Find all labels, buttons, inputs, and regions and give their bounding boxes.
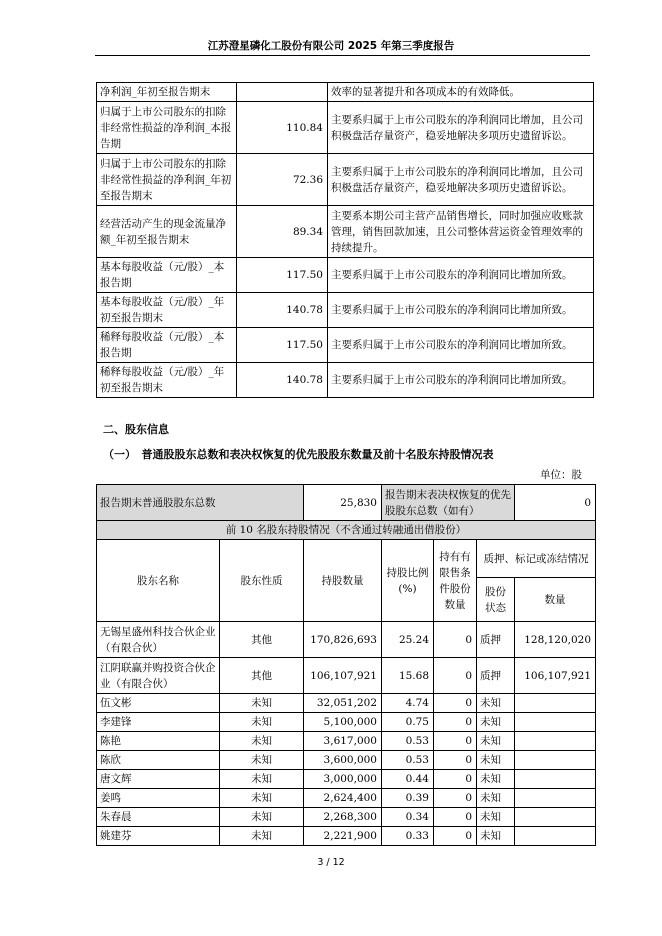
- column-header-ratio: 持股比例(%): [382, 540, 434, 622]
- table-row: [97, 808, 596, 827]
- shareholder-pledge-status: 未知: [477, 827, 515, 846]
- header-row: [97, 540, 596, 578]
- shareholder-pledge-amount: [515, 789, 596, 808]
- shareholder-ratio: 0.39: [382, 789, 434, 808]
- column-header-shares: 持股数量: [304, 540, 382, 622]
- shareholder-ratio: 4.74: [382, 694, 434, 713]
- shareholder-ratio: 25.24: [382, 622, 434, 658]
- column-header-pledge-status: 股份状态: [477, 578, 515, 622]
- shareholder-name: 姜鸣: [97, 789, 220, 808]
- column-header-pledge-amount: 数量: [515, 578, 596, 622]
- column-header-pledge-group: 质押、标记或冻结情况: [477, 540, 596, 578]
- preferred-holders-value: 0: [515, 485, 596, 521]
- top10-caption: 前 10 名股东持股情况（不含通过转融通出借股份）: [97, 521, 596, 540]
- shareholder-name: 陈艳: [97, 732, 220, 751]
- shareholder-nature: 未知: [220, 789, 304, 808]
- shareholder-name: 李建锋: [97, 713, 220, 732]
- shareholder-shares: 3,000,000: [304, 770, 382, 789]
- indicator-item: 基本每股收益（元/股）_本报告期: [97, 258, 237, 293]
- indicator-change-reason: 主要系归属于上市公司股东的净利润同比增加所致。: [328, 293, 594, 328]
- summary-row: [97, 485, 596, 521]
- indicator-change-value: 110.84: [237, 102, 328, 154]
- page-number: 3 / 12: [317, 857, 345, 868]
- financial-indicator-change-table: [96, 82, 594, 398]
- table-row: [97, 258, 594, 293]
- subsection-heading: （一） 普通股股东总数和表决权恢复的优先股股东数量及前十名股东持股情况表: [103, 448, 494, 461]
- table-row: [97, 83, 594, 102]
- shareholder-shares: 106,107,921: [304, 658, 382, 694]
- shareholder-name: 江阴联赢并购投资合伙企业（有限合伙）: [97, 658, 220, 694]
- indicator-item: 归属于上市公司股东的扣除非经常性损益的净利润_年初至报告期末: [97, 154, 237, 206]
- indicator-change-reason: 效率的显著提升和各项成本的有效降低。: [328, 83, 594, 102]
- shareholder-shares: 5,100,000: [304, 713, 382, 732]
- shareholder-restricted: 0: [434, 694, 477, 713]
- indicator-change-value: 117.50: [237, 258, 328, 293]
- shareholder-pledge-status: 未知: [477, 751, 515, 770]
- preferred-holders-label: 报告期末表决权恢复的优先股股东总数（如有）: [382, 485, 515, 521]
- shareholder-nature: 其他: [220, 622, 304, 658]
- table-row: [97, 658, 596, 694]
- shareholder-name: 伍文彬: [97, 694, 220, 713]
- common-holders-value: 25,830: [304, 485, 382, 521]
- indicator-change-value: 140.78: [237, 293, 328, 328]
- table-row: [97, 328, 594, 363]
- shareholder-restricted: 0: [434, 732, 477, 751]
- report-header-title: 江苏澄星磷化工股份有限公司 2025 年第三季度报告: [207, 40, 455, 52]
- indicator-item: 基本每股收益（元/股）_年初至报告期末: [97, 293, 237, 328]
- shareholder-shares: 3,617,000: [304, 732, 382, 751]
- shareholder-restricted: 0: [434, 751, 477, 770]
- shareholder-pledge-status: 未知: [477, 694, 515, 713]
- shareholder-nature: 未知: [220, 694, 304, 713]
- shareholder-pledge-status: 质押: [477, 622, 515, 658]
- shareholder-name: 姚建芬: [97, 827, 220, 846]
- shareholder-restricted: 0: [434, 808, 477, 827]
- shareholder-nature: 未知: [220, 713, 304, 732]
- shareholder-pledge-amount: [515, 770, 596, 789]
- table-row: [97, 732, 596, 751]
- table-row: [97, 102, 594, 154]
- shareholder-shares: 3,600,000: [304, 751, 382, 770]
- indicator-change-reason: 主要系归属于上市公司股东的净利润同比增加，且公司积极盘活存量资产，稳妥地解决多项历史遗留诉讼。: [328, 102, 594, 154]
- indicator-change-value: [237, 83, 328, 102]
- column-header-restricted: 持有有限售条件股份数量: [434, 540, 477, 622]
- indicator-item: 净利润_年初至报告期末: [97, 83, 237, 102]
- shareholder-pledge-status: 未知: [477, 732, 515, 751]
- shareholder-pledge-amount: [515, 694, 596, 713]
- shareholder-pledge-amount: [515, 732, 596, 751]
- shareholder-nature: 未知: [220, 732, 304, 751]
- table-row: [97, 789, 596, 808]
- shareholder-pledge-status: 未知: [477, 770, 515, 789]
- indicator-change-value: 89.34: [237, 206, 328, 258]
- caption-row: [97, 521, 596, 540]
- indicator-item: 归属于上市公司股东的扣除非经常性损益的净利润_本报告期: [97, 102, 237, 154]
- shareholder-nature: 其他: [220, 658, 304, 694]
- indicator-change-reason: 主要系归属于上市公司股东的净利润同比增加所致。: [328, 258, 594, 293]
- shareholder-pledge-status: 未知: [477, 808, 515, 827]
- table-row: [97, 206, 594, 258]
- shareholder-name: 唐文辉: [97, 770, 220, 789]
- shareholder-pledge-status: 质押: [477, 658, 515, 694]
- indicator-item: 稀释每股收益（元/股）_年初至报告期末: [97, 363, 237, 398]
- table-row: [97, 293, 594, 328]
- shareholder-pledge-amount: [515, 808, 596, 827]
- shareholders-table: [96, 484, 596, 846]
- unit-label: 单位：股: [540, 469, 582, 481]
- column-header-name: 股东名称: [97, 540, 220, 622]
- shareholder-shares: 32,051,202: [304, 694, 382, 713]
- table-row: [97, 694, 596, 713]
- table-row: [97, 770, 596, 789]
- shareholder-shares: 2,221,900: [304, 827, 382, 846]
- shareholder-shares: 2,624,400: [304, 789, 382, 808]
- indicator-change-reason: 主要系归属于上市公司股东的净利润同比增加所致。: [328, 363, 594, 398]
- shareholder-ratio: 0.33: [382, 827, 434, 846]
- common-holders-label: 报告期末普通股股东总数: [97, 485, 304, 521]
- shareholder-nature: 未知: [220, 827, 304, 846]
- shareholder-pledge-amount: [515, 751, 596, 770]
- indicator-change-reason: 主要系归属于上市公司股东的净利润同比增加，且公司积极盘活存量资产，稳妥地解决多项历史遗留诉讼。: [328, 154, 594, 206]
- shareholder-restricted: 0: [434, 622, 477, 658]
- shareholder-pledge-amount: 106,107,921: [515, 658, 596, 694]
- shareholder-name: 无锡星盛州科技合伙企业（有限合伙）: [97, 622, 220, 658]
- table-row: [97, 827, 596, 846]
- shareholder-nature: 未知: [220, 808, 304, 827]
- table-row: [97, 622, 596, 658]
- header-divider: [95, 55, 590, 56]
- shareholder-restricted: 0: [434, 770, 477, 789]
- shareholder-nature: 未知: [220, 751, 304, 770]
- shareholder-ratio: 0.53: [382, 732, 434, 751]
- indicator-change-reason: 主要系归属于上市公司股东的净利润同比增加所致。: [328, 328, 594, 363]
- shareholder-restricted: 0: [434, 789, 477, 808]
- shareholder-restricted: 0: [434, 713, 477, 732]
- shareholder-nature: 未知: [220, 770, 304, 789]
- shareholder-pledge-status: 未知: [477, 789, 515, 808]
- indicator-change-value: 117.50: [237, 328, 328, 363]
- shareholder-name: 朱春晨: [97, 808, 220, 827]
- shareholder-pledge-amount: [515, 713, 596, 732]
- table-row: [97, 751, 596, 770]
- shareholder-restricted: 0: [434, 827, 477, 846]
- shareholder-ratio: 0.53: [382, 751, 434, 770]
- shareholder-pledge-status: 未知: [477, 713, 515, 732]
- indicator-change-reason: 主要系本期公司主营产品销售增长，同时加强应收账款管理，销售回款加速，且公司整体营运资金管理效率的持续提升。: [328, 206, 594, 258]
- table-row: [97, 154, 594, 206]
- shareholder-name: 陈欣: [97, 751, 220, 770]
- shareholder-ratio: 0.44: [382, 770, 434, 789]
- column-header-nature: 股东性质: [220, 540, 304, 622]
- table-row: [97, 363, 594, 398]
- shareholder-shares: 170,826,693: [304, 622, 382, 658]
- shareholder-pledge-amount: [515, 827, 596, 846]
- section-heading: 二、股东信息: [103, 423, 169, 436]
- indicator-item: 稀释每股收益（元/股）_本报告期: [97, 328, 237, 363]
- shareholder-shares: 2,268,300: [304, 808, 382, 827]
- table-row: [97, 713, 596, 732]
- shareholder-restricted: 0: [434, 658, 477, 694]
- shareholder-ratio: 0.34: [382, 808, 434, 827]
- indicator-item: 经营活动产生的现金流量净额_年初至报告期末: [97, 206, 237, 258]
- indicator-change-value: 72.36: [237, 154, 328, 206]
- shareholder-ratio: 0.75: [382, 713, 434, 732]
- shareholder-pledge-amount: 128,120,020: [515, 622, 596, 658]
- indicator-change-value: 140.78: [237, 363, 328, 398]
- shareholder-ratio: 15.68: [382, 658, 434, 694]
